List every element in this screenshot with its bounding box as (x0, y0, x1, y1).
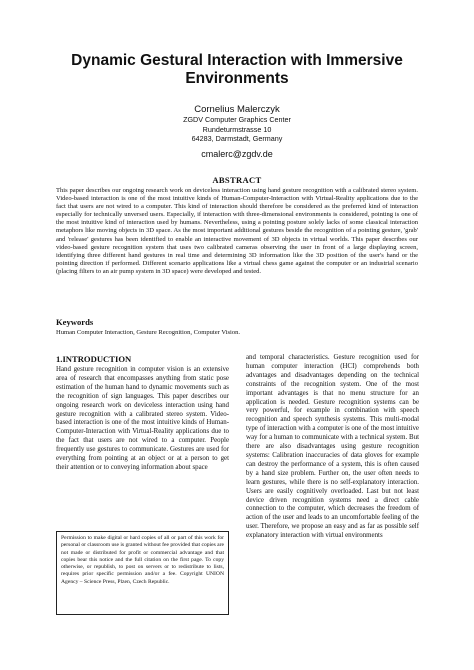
abstract-heading: ABSTRACT (212, 175, 262, 185)
author-email: cmalerc@zgdv.de (201, 148, 273, 159)
copyright-text: Copyright UNION Agency – Science Press, Plzen, Czech Republic. (61, 571, 224, 585)
permission-text: Permission to make digital or hard copies of all or part of this work for personal or classroom use is granted without fee provided that copies are not made or distributed for profit or commercial advantage and that copies bear this notice and the full citation on the first page. To copy otherwise, or republish, to post on servers or to redistribute to lists, requires prior specific permission and/or a fee. (61, 535, 224, 578)
intro-left-column: Hand gesture recognition in computer vision is an extensive area of research that encompasses anything from static pose estimation of the human hand to dynamic movements such as the recognition of sign languages. This paper describes our ongoing research work on deviceless interaction using hand gesture recognition with a calibrated stereo system. Video-based interaction is one of the most intuitive kinds of Human-Computer-Interaction with Virtual-Reality applications due to the fact that users are not wired to a computer. People frequently use gestures to communicate. Gestures are used for everything from pointing at an object or at a person to get their attention or to conveying information about space (56, 366, 229, 471)
abstract-text: This paper describes our ongoing research work on deviceless interaction using hand gesture recognition with a calibrated stereo system. Video-based interaction is one of the most intuitive kinds of Human-Computer-Interaction with Virtual-Reality applications due to the fact that users are not wired to a computer. This kind of interaction should therefore be considered as the preferred kind of interaction especially for technically unversed users. Especially, if interaction with three-dimensional environments is considered, pointing is one of the most intuitive kind of interaction used by humans. Nevertheless, using a pointing posture solely lacks of some classical interaction metaphors like moving objects in 3D space. As the most important additional gestures beside the recognition of a pointing gesture, 'grab' and 'release' gestures has been identified to enable an interactive movement of 3D objects in virtual worlds. This paper describes our video-based gesture recognition system that uses two calibrated cameras observing the user in front of a large displaying screen, identifying three different hand gestures in real time and determining 3D information like the 3D position of the user's hand or the pointing direction if performed. Different scenario applications like a virtual chess game against the computer or an industrial scenario (placing filters to an air pump system in 3D space) were developed and tested. (56, 187, 418, 275)
affiliation-line: ZGDV Computer Graphics Center (183, 115, 291, 124)
affiliation-line: Rundeturmstrasse 10 (202, 124, 272, 134)
author-name: Cornelius Malerczyk (194, 104, 280, 115)
keywords-text: Human Computer Interaction, Gesture Recognition, Computer Vision. (56, 329, 241, 336)
author-block (40, 104, 434, 160)
keywords-heading: Keywords (56, 317, 94, 327)
affiliation-line: 64283, Darmstadt, Germany (191, 134, 283, 144)
paper-title: Dynamic Gestural Interaction with Immersive Environments (71, 52, 403, 87)
permission-box (56, 531, 229, 615)
section-heading-introduction: 1.INTRODUCTION (56, 354, 132, 364)
intro-right-column: and temporal characteristics. Gesture recognition used for human computer interaction (HCI) comprehends both advantages and disadvantages depending on the technical constraints of the recognition system. One of the most important advantages is that no menu structure for an application is needed. Gesture recognition systems can be very powerful, for example in combination with speech recognition and speech synthesis systems. This multi-modal type of interaction with a computer is one of the most intuitive way for a human to communicate with a technical system. But there are also disadvantages using gesture recognition systems: Calibration inaccuracies of data gloves for example can destroy the performance of a system, this is often caused by a hand size problem. Further on, the user often needs to learn gestures, while there is no self-explanatory interaction. Users are easily cognitively overloaded. Last but not least device driven recognition systems need a direct cable connection to the computer, which decreases the freedom of action of the user and leads to an uncomfortable feeling of the user. Therefore, we propose an easy and as far as possible self explanatory interaction with virtual environments (246, 354, 419, 540)
